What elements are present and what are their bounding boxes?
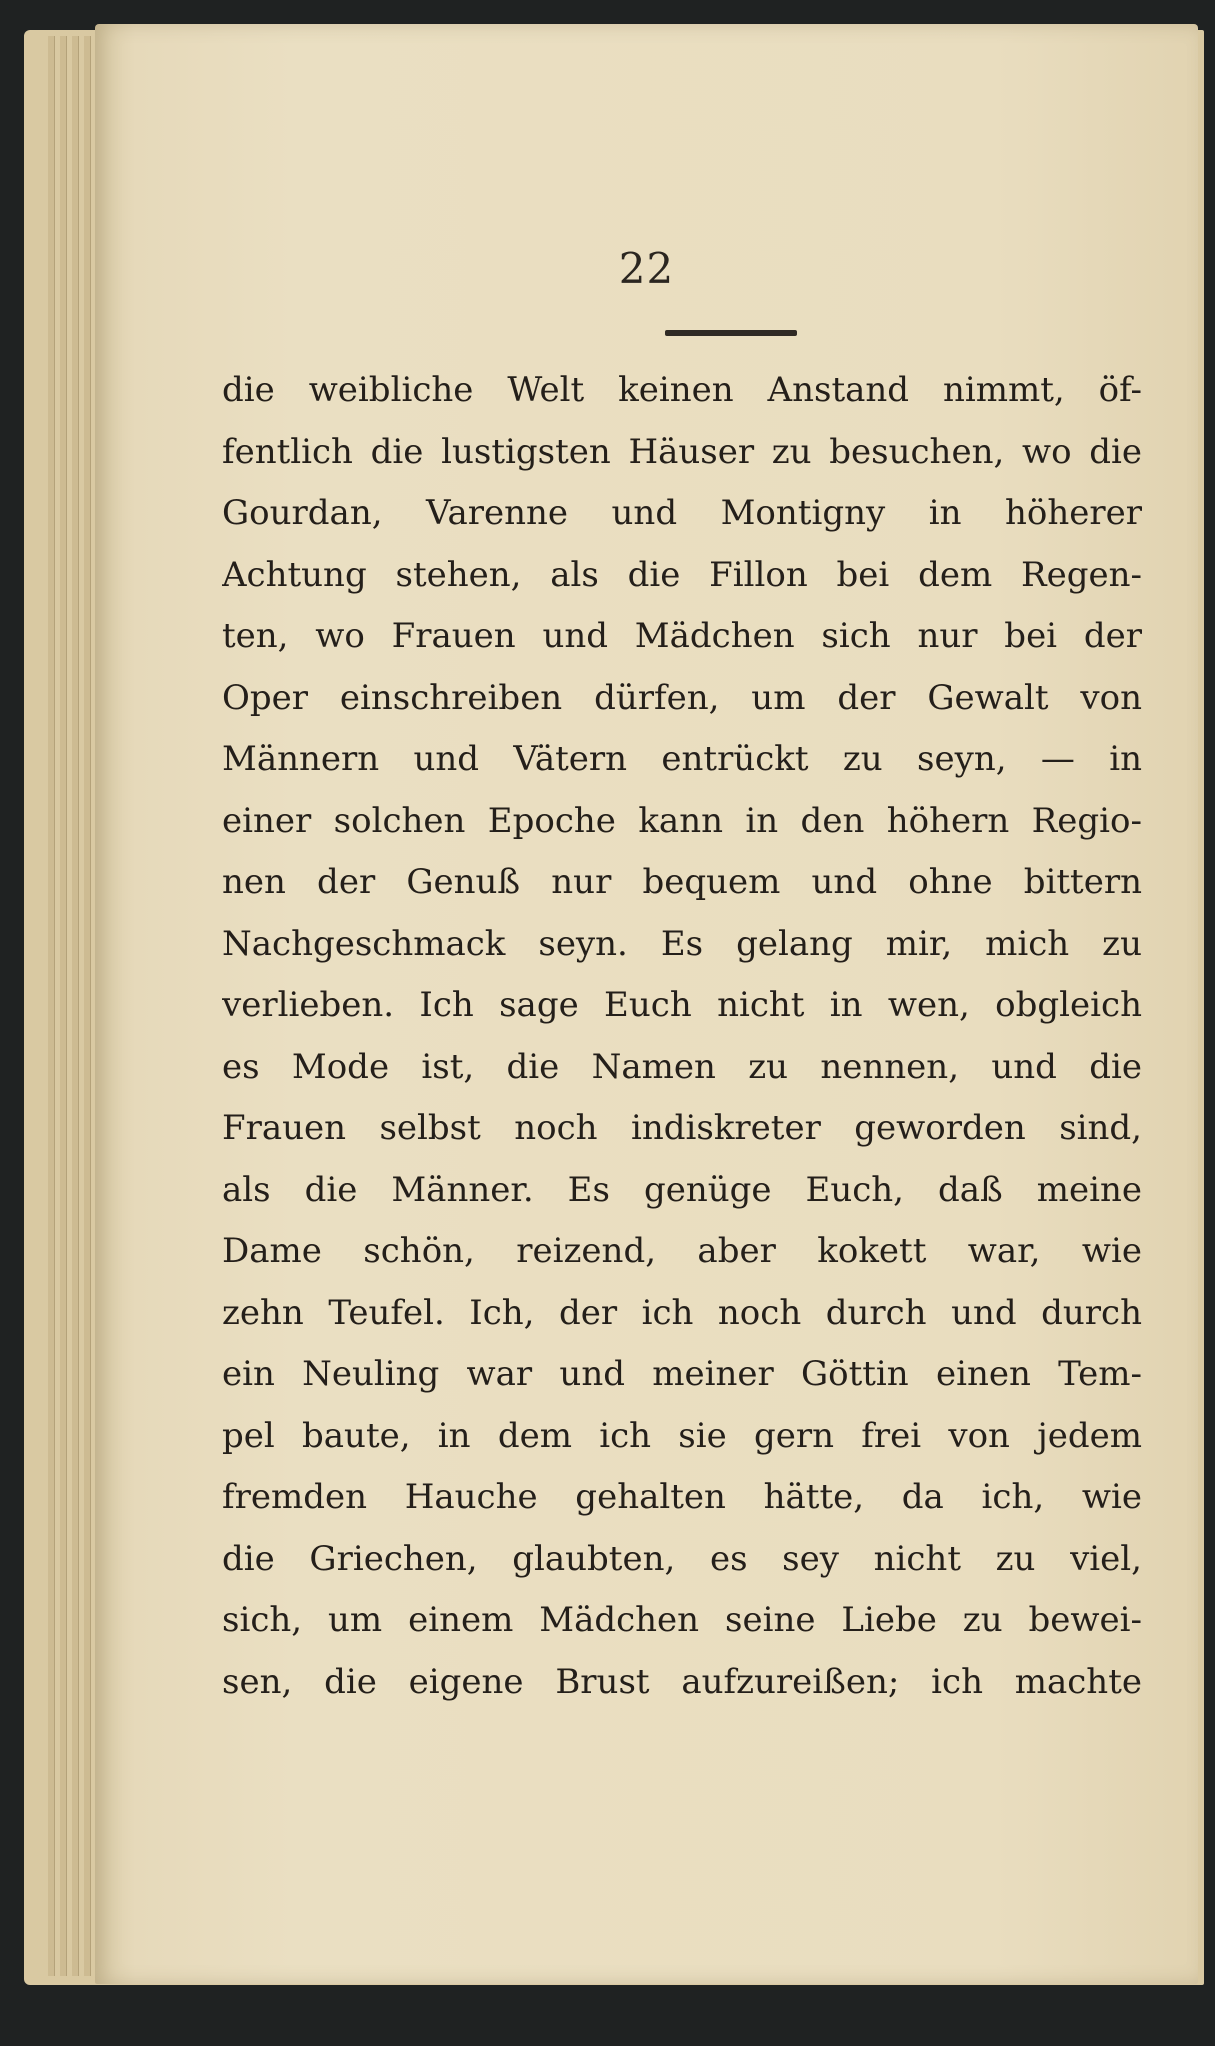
header-rule [665, 330, 797, 336]
text-line: die Griechen, glaubten, es sey nicht zu viel, [222, 1538, 1142, 1579]
text-line: Achtung stehen, als die Fillon bei dem Regen- [222, 554, 1142, 595]
text-line: Gourdan, Varenne und Montigny in höherer [222, 493, 1142, 533]
text-line: ein Neuling war und meiner Göttin einen Tem- [222, 1354, 1142, 1394]
text-line: Nachgeschmack seyn. Es gelang mir, mich zu [222, 923, 1142, 964]
text-line: verlieben. Ich sage Euch nicht in wen, obgleich [222, 985, 1142, 1025]
text-line: nen der Genuß nur bequem und ohne bittern [222, 862, 1142, 902]
text-line: zehn Teufel. Ich, der ich noch durch und durch [222, 1292, 1142, 1333]
text-line: Frauen selbst noch indiskreter geworden sind, [222, 1108, 1142, 1148]
text-line: als die Männer. Es genüge Euch, daß meine [222, 1169, 1142, 1210]
text-line: pel baute, in dem ich sie gern frei von jedem [222, 1415, 1142, 1456]
text-line: es Mode ist, die Namen zu nennen, und die [222, 1046, 1142, 1087]
page-edge [48, 36, 55, 1976]
text-line: einer solchen Epoche kann in den höhern Regio- [222, 800, 1142, 841]
page-edge [60, 36, 67, 1976]
text-line: Oper einschreiben dürfen, um der Gewalt von [222, 677, 1142, 718]
text-line: ten, wo Frauen und Mädchen sich nur bei der [222, 616, 1142, 656]
text-line: sich, um einem Mädchen seine Liebe zu bewei- [222, 1600, 1142, 1640]
page-number: 22 [618, 244, 675, 293]
text-line: sen, die eigene Brust aufzureißen; ich machte [222, 1661, 1142, 1702]
page-edge [84, 36, 91, 1976]
text-line: Dame schön, reizend, aber kokett war, wie [222, 1231, 1142, 1271]
text-line: fentlich die lustigsten Häuser zu besuchen, wo die [222, 431, 1142, 472]
text-line: Männern und Vätern entrückt zu seyn, — in [222, 739, 1142, 779]
body-text [222, 360, 1142, 1713]
page-edge [72, 36, 79, 1976]
text-line: fremden Hauche gehalten hätte, da ich, wie [222, 1477, 1142, 1517]
text-line: die weibliche Welt keinen Anstand nimmt, öf- [222, 370, 1142, 410]
